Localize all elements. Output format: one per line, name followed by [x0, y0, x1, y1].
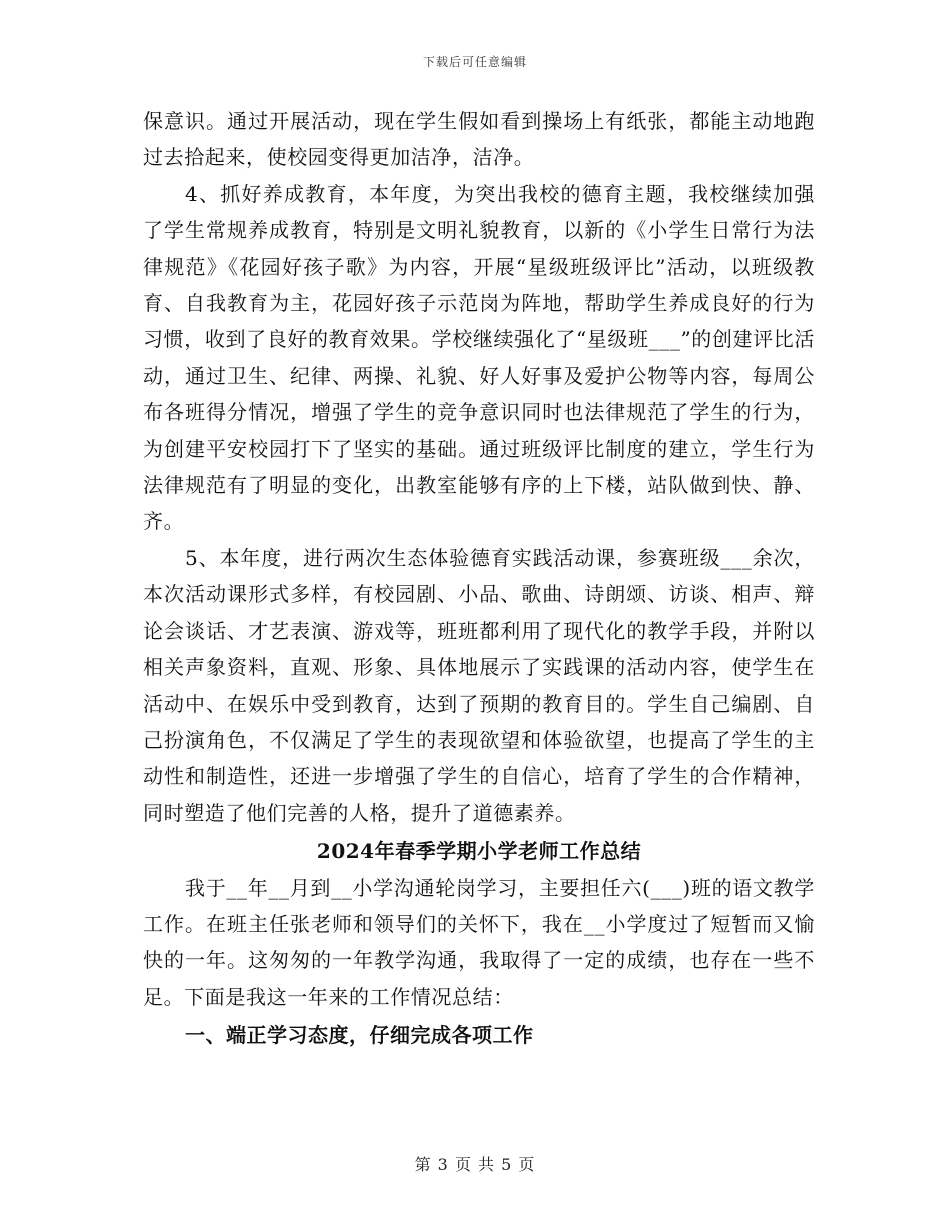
paragraph-continuation: 保意识。通过开展活动，现在学生假如看到操场上有纸张，都能主动地跑过去拾起来，使校园变得更加洁净，洁净。 — [143, 109, 815, 170]
page-header: 下载后可任意编辑 — [422, 55, 527, 69]
subheading-1: 一、端正学习态度，仔细完成各项工作 — [185, 1023, 534, 1048]
paragraph-intro: 我于__年__月到__小学沟通轮岗学习，主要担任六(___)班的语文教学工作。在班主任张老师和领导们的关怀下，我在__小学度过了短暂而又愉快的一年。这匆匆的一年教学沟通，我取得了一定的成绩，也存在一些不足。下面是我这一年来的工作情况总结： — [143, 875, 815, 1009]
paragraph-item-4: 4、抓好养成教育，本年度，为突出我校的德育主题，我校继续加强了学生常规养成教育，特别是文明礼貌教育，以新的《小学生日常行为法律规范》《花园好孩子歌》为内容，开展“星级班级评比”活动，以班级教育、自我教育为主，花园好孩子示范岗为阵地，帮助学生养成良好的行为习惯，收到了良好的教育效果。学校继续强化了“星级班___”的创建评比活动，通过卫生、纪律、两操、礼貌、好人好事及爱护公物等内容，每周公布各班得分情况，增强了学生的竞争意识同时也法律规范了学生的行为，为创建平安校园打下了坚实的基础。通过班级评比制度的建立，学生行为法律规范有了明显的变化，出教室能够有序的上下楼，站队做到快、静、齐。 — [143, 181, 815, 534]
document-body — [143, 103, 815, 1054]
section-title: 2024年春季学期小学老师工作总结 — [316, 839, 642, 864]
paragraph-item-5: 5、本年度，进行两次生态体验德育实践活动课，参赛班级___余次，本次活动课形式多样，有校园剧、小品、歌曲、诗朗颂、访谈、相声、辩论会谈话、才艺表演、游戏等，班班都利用了现代化的教学手段，并附以相关声象资料，直观、形象、具体地展示了实践课的活动内容，使学生在活动中、在娱乐中受到教育，达到了预期的教育目的。学生自己编剧、自己扮演角色，不仅满足了学生的表现欲望和体验欲望，也提高了学生的主动性和制造性，还进一步增强了学生的自信心，培育了学生的合作精神，同时塑造了他们完善的人格，提升了道德素养。 — [143, 545, 815, 825]
page-footer: 第 3 页 共 5 页 — [414, 1155, 536, 1174]
